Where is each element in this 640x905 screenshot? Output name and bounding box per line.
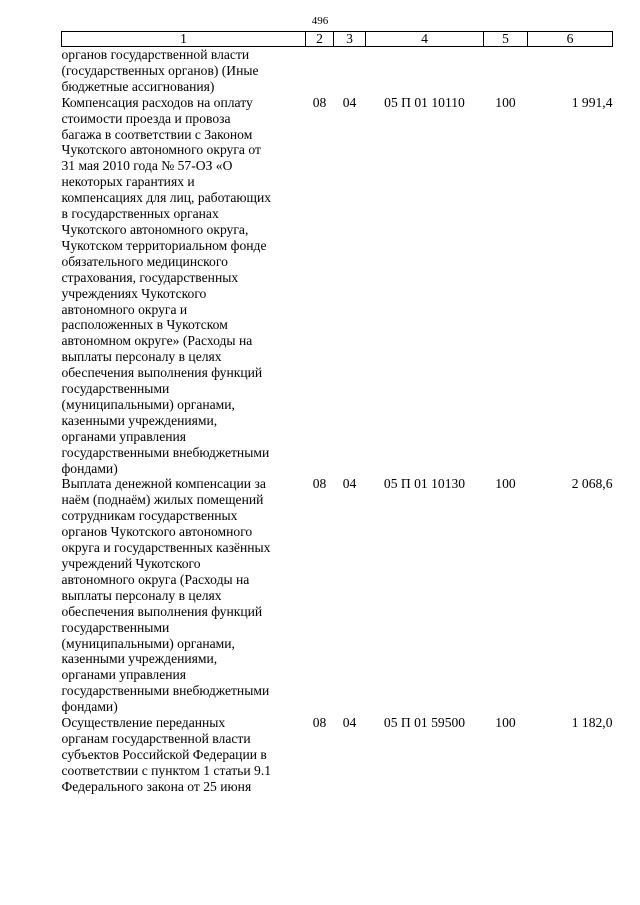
expense-type-code: 100	[495, 476, 516, 492]
subsection-code	[334, 47, 366, 95]
table-row	[62, 47, 613, 95]
target-article-code: 05 П 01 10110	[384, 94, 465, 110]
target-article-code	[366, 47, 484, 95]
amount: 1 182,0	[571, 715, 613, 731]
expense-type-code: 100	[495, 715, 516, 731]
column-header-3: 3	[334, 32, 366, 47]
table-row	[62, 95, 613, 477]
column-header-2: 2	[306, 32, 334, 47]
table-row	[62, 715, 613, 795]
expense-type-code	[484, 47, 528, 95]
section-code	[306, 47, 334, 95]
target-article-code: 05 П 01 10130	[383, 476, 466, 492]
column-header-4: 4	[366, 32, 484, 47]
expense-name: Компенсация расходов на оплату стоимости проезда и провоза багажа в соответствии с Законом Чукотского автономного округа от 31 мая 2010 года № 57-ОЗ «О некоторых гарантиях и компенсациях для лиц, работающих в государственных органах Чукотского автономного округа, Чукотском территориальном фонде обязательного медицинского страхования, государственных учреждениях Чукотского автономного округа и расположенных в Чукотском автономном округе» (Расходы на выплаты персоналу в целях обеспечения выполнения функций государственными (муниципальными) органами, казенными учреждениями, органами управления государственными внебюджетными фондами)	[61, 94, 272, 476]
column-header-5: 5	[484, 32, 528, 47]
expense-name: Выплата денежной компенсации за наём (поднаём) жилых помещений сотрудникам государственных органов Чукотского автономного округа и государственных казённых учреждений Чукотского автономного округа (Расходы на выплаты персоналу в целях обеспечения выполнения функций государственными (муниципальными) органами, казенными учреждениями, органами управления государственными внебюджетными фондами)	[61, 476, 271, 715]
amount	[528, 47, 613, 95]
target-article-code: 05 П 01 59500	[383, 715, 466, 731]
header-row	[62, 32, 613, 47]
expense-type-code: 100	[495, 94, 516, 110]
subsection-code: 04	[342, 715, 357, 731]
budget-table	[61, 31, 613, 795]
expense-name: Осуществление переданных органам государственной власти субъектов Российской Федерации в соответствии с пунктом 1 статьи 9.1 Федерального закона от 25 июня	[61, 715, 272, 794]
column-header-6: 6	[528, 32, 613, 47]
table-row	[62, 476, 613, 715]
expense-name: органов государственной власти (государственных органов) (Иные бюджетные ассигнования)	[61, 47, 259, 94]
page-number: 496	[311, 15, 329, 27]
subsection-code: 04	[342, 476, 357, 492]
section-code: 08	[312, 715, 327, 731]
amount: 2 068,6	[571, 476, 613, 492]
section-code: 08	[312, 94, 327, 110]
column-header-1: 1	[62, 32, 306, 47]
subsection-code: 04	[342, 94, 357, 110]
section-code: 08	[312, 476, 327, 492]
amount: 1 991,4	[571, 94, 613, 110]
